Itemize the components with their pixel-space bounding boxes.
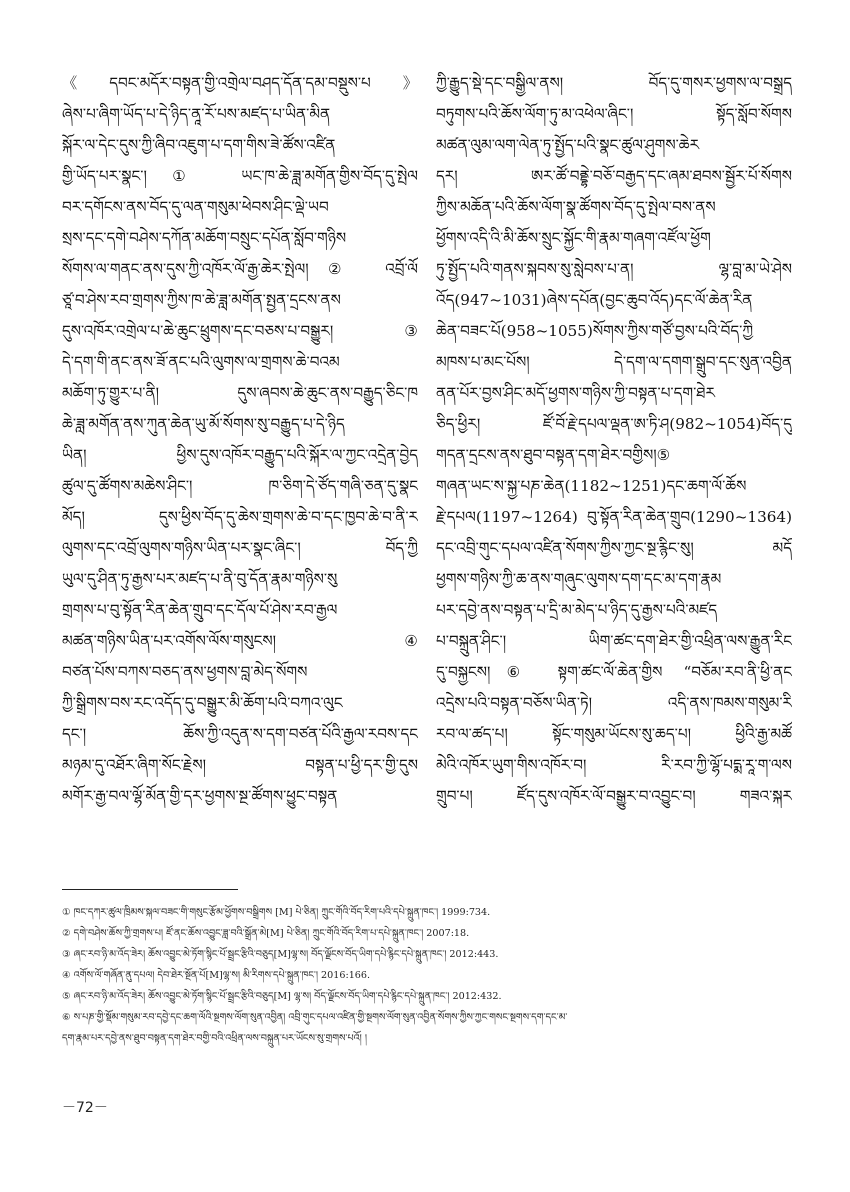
footnote-line: ④ འགོས་ལོ་གཞོན་ནུ་དཔལ། དེབ་ཐེར་སྔོན་པོ[M]ལྷ་ས། མི་རིགས་དཔེ་སྐྲུན་ཁང་། 2016:166.: [62, 970, 371, 981]
page-number: －72－: [62, 1100, 108, 1116]
text-line: ཙཱ་བ་ཤེས་རབ་གྲགས་ཀྱིས་ཁ་ཆེ་ཟླ་མགོན་སྤྱན་དྲངས་ནས: [62, 291, 341, 309]
footnote-line: ⑥ ས་པཎ་གྱི་སྡོམ་གསུམ་རབ་དབྱེ་དང་ཆག་ལོའི་སྔགས་ལོག་སུན་འབྱིན། འབྲི་གུང་དཔལ་འཛིན་གྱི་སྔགས་ལོག་སུན་འབྱིན་སོགས་ཀྱིས་ཀྱང་གསང་སྔགས་དག་དང་མ་: [62, 1012, 568, 1023]
text-line: ཕྱོགས་འདི་འི་མི་ཆོས་སྲུང་སྐྱོང་གི་རྣམ་གཞག་འཛོལ་ཕྱོག: [436, 229, 711, 247]
text-line: ཀྱིས་མཆོན་པའི་ཆོས་ལོག་སྣ་ཚོགས་བོད་དུ་སྤེལ་བས་ནས: [436, 198, 716, 216]
text-line: ཆེན་བཟང་པོ(958~1055)སོགས་ཀྱིས་གཙོ་བྱས་པའི་བོད་ཀྱི: [436, 322, 754, 340]
text-line: མཉམ་དུ་འཐོར་ཞིག་སོང་རྗེས། བསྟན་པ་ཕྱི་དར་གྱི་དུས: [62, 756, 418, 774]
text-line: ནན་པོར་བྱས་ཤིང་མདོ་ཕྱགས་གཉིས་ཀྱི་བསྟན་པ་དག་ཐེར: [436, 384, 715, 402]
text-line: ཀྱི་སྒྲིགས་བས་རང་འདོད་དུ་བསྒྱུར་མི་ཆོག་པའི་བཀའ་ལུང: [62, 694, 343, 712]
text-line: དུ་བསྐྱངས།⑥ སྟག་ཚང་ལོ་ཆེན་གྱིས “བཅོམ་རབ་ནི་ཕྱི་ནང: [436, 663, 792, 681]
text-line: གདན་དྲངས་ནས་ཐུབ་བསྟན་དག་ཐེར་བགྱིས།⑤: [436, 446, 671, 464]
text-line: གྱི་ཡོད་པར་སྣང་།① ཡང་ཁ་ཆེ་ཟླ་མགོན་གྱིས་བོད་དུ་སྤེལ: [62, 167, 418, 185]
text-line: པ་བསྐྲུན་ཤིང་། ཡིག་ཚང་དག་ཐེར་གྱི་འཕྲིན་ལས་རྒྱུན་རིང: [436, 632, 792, 650]
footnotes: [62, 902, 792, 1049]
right-column: [436, 68, 792, 812]
text-line: ཕྱགས་གཉིས་ཀྱི་ཆ་ནས་གཞུང་ལུགས་དག་དང་མ་དག་རྣམ: [436, 570, 722, 588]
text-line: སྲས་དང་དགེ་བཤེས་དཀོན་མཆོག་བསྲུང་དཔོན་སློབ་གཉིས: [62, 229, 347, 247]
footnote-line: ① ཁང་དཀར་ཚུལ་ཁྲིམས་སྐལ་བཟང་གི་གསུང་རྩོམ་ཕྱོགས་བསྒྲིགས [M] པེ་ཅིན། ཀྲུང་གོའི་བོད་རིག་པའི་དཔེ་སྐྲུན་ཁང་། 1999:734.: [62, 907, 491, 918]
text-line: བཏུགས་པའི་ཆོས་ལོག་ཏུ་མ་འཕེལ་ཞིང་། སྟོད་སློབ་སོགས: [436, 105, 792, 123]
text-line: མེའི་འཁོར་ཡུག་གིས་འཁོར་བ། རི་རབ་ཀྱི་ལྷོ་པདྨ་རཱ་ག་ལས: [436, 756, 792, 774]
footnote-line: དག་རྣམ་པར་དབྱེ་ནས་ཐུབ་བསྟན་དག་ཐེར་བགྱི་བའི་འཕྲིན་ལས་བསྐྲུན་པར་ཡོངས་སུ་གྲགས་པའོ། །: [62, 1033, 367, 1044]
text-line: རྗེ་དཔལ(1197~1264) བུ་སྟོན་རིན་ཆེན་གྲུབ(1290~1364): [436, 508, 792, 526]
text-line: གྲགས་པ་བུ་སྟོན་རིན་ཆེན་གྲུབ་དང་དོལ་པོ་ཤེས་རབ་རྒྱལ: [62, 601, 338, 619]
text-line: ཚུལ་དུ་ཚོགས་མཆེས་ཤིང་། ཁ་ཅིག་དེ་ཙོད་གཞི་ཅན་དུ་སྣང: [62, 477, 418, 495]
text-line: དར། ཨར་ཚོ་བནྡྷེ་བཅོ་བརྒྱད་དང་ཞམ་ཐབས་སྦྱོར་པོ་སོགས: [436, 167, 792, 185]
text-line: དུས་འཁོར་འགྲེལ་པ་ཆེ་ཆུང་ཕྲུགས་དང་བཅས་པ་བསྒྱུར།③: [62, 322, 418, 340]
left-column: [62, 68, 418, 812]
text-line: ཆེ་ཟླ་མགོན་ནས་ཀུན་ཆེན་ཡུ་མོ་སོགས་སུ་བརྒྱུད་པ་དེ་ཉིད: [62, 415, 345, 433]
text-line: ཀྱི་རྒྱུད་སྡེ་དང་བསྒྱིལ་ནས། བོད་དུ་གསར་ཕྱགས་ལ་བསྒྲད: [436, 74, 792, 92]
text-line: མགོར་རྒྱ་བལ་ལྷོ་མོན་གྱི་དར་ཕྱགས་སྔ་ཚོགས་ཕྱུང་བསྟན: [62, 787, 338, 805]
text-line: མོད། དུས་ཕྱིས་བོད་དུ་ཆེས་གྲགས་ཆེ་བ་དང་ཁྱབ་ཆེ་བ་ནི་ར: [62, 508, 418, 526]
text-line: བར་དགོངས་ནས་བོད་དུ་ལན་གསུམ་ཕེབས་ཤིང་ལྡེ་ཡབ: [62, 198, 329, 216]
text-line: མཆོག་ཏུ་གྱུར་པ་ནི། དུས་ཞབས་ཆེ་ཆུང་ནས་བརྒྱུད་ཅིང་ཁ: [62, 384, 418, 402]
text-line: 《དབང་མདོར་བསྟན་གྱི་འགྲེལ་བཤད་དོན་དམ་བསྡུས་པ》: [62, 74, 418, 92]
text-line: ཡུལ་དུ་ཤིན་ཏུ་རྒྱས་པར་མཛད་པ་ནི་བུ་དོན་རྣམ་གཉིས་སུ: [62, 570, 338, 588]
text-line: ཏུ་སྤྱོད་པའི་གནས་སྐབས་སུ་སླེབས་པ་ན། ལྷ་བླ་མ་ཡེ་ཤེས: [436, 260, 792, 278]
text-line: འོད(947~1031)ཞེས་དཔོན(བྱང་ཆུབ་འོད)དང་ལོ་ཆེན་རིན: [436, 291, 753, 309]
text-line: གཞན་ཡང་ས་སྐྱ་པཎ་ཆེན(1182~1251)དང་ཆག་ལོ་ཆོས: [436, 477, 747, 495]
text-line: རབ་ལ་ཚད་པ། སྟོང་གསུམ་ཡོངས་སུ་ཆད་པ། ཕྱིའི་རྒྱ་མཚོ: [436, 725, 792, 743]
text-line: དང་། ཆོས་ཀྱི་འདུན་ས་དག་བཙན་པོའི་རྒྱལ་རབས་དང: [62, 725, 418, 743]
text-line: ལུགས་དང་འབྲོ་ལུགས་གཉིས་ཡིན་པར་སྣང་ཞིང་། བོད་ཀྱི: [62, 539, 418, 557]
text-line: ཡིན། ཕྱིས་དུས་འཁོར་བརྒྱུད་པའི་སྐོར་ལ་ཀྱང་འདྲེན་བྱེད: [62, 446, 418, 464]
text-line: མཚན་གཉིས་ཡིན་པར་འགོས་ལོས་གསུངས།④: [62, 632, 418, 650]
text-line: དེ་དག་གི་ནང་ནས་ཟོ་ནང་པའི་ལུགས་ལ་གྲགས་ཆེ་བའམ: [62, 353, 340, 371]
text-line: མཁས་པ་མང་པོས། དེ་དག་ལ་དགག་སྒྲུབ་དང་སུན་འབྱིན: [436, 353, 792, 371]
text-line: དང་འབྲི་གུང་དཔལ་འཛིན་སོགས་ཀྱིས་ཀྱང་སྔ་རྙིང་སུ། མདོ: [436, 539, 792, 557]
footnote-divider: [62, 889, 238, 890]
text-line: འདྲེས་པའི་བསྟན་བཅོས་ཡིན་ཏེ། འདི་ནས་ཁམས་གསུམ་རི: [436, 694, 792, 712]
text-line: ཅིད་ཕྱིར། ཛོ་བོ་རྗེ་དཔལ་ལྡན་ཨ་ཏི་ཤ(982~1054)བོད་དུ: [436, 415, 792, 433]
footnote-line: ② དགེ་བཤེས་ཆོས་ཀྱི་གྲགས་པ། ཛོ་ནང་ཆོས་འབྱུང་ཟླ་བའི་སྒྲོན་མེ[M] པེ་ཅིན། ཀྲུང་གོའི་བོད་རིག་པ་དཔེ་སྐྲུན་ཁང་། 2007:18.: [62, 928, 470, 939]
text-line: བཙན་པོས་བཀས་བཅད་ནས་ཕྱགས་བླ་མེད་སོགས: [62, 663, 308, 681]
text-line: པར་དབྱེ་ནས་བསྟན་པ་དྲི་མ་མེད་པ་ཉིད་དུ་རྒྱས་པའི་མཛད: [436, 601, 718, 619]
text-line: སྐོར་ལ་དེང་དུས་ཀྱི་ཞིབ་འཇུག་པ་དག་གིས་ཟེ་ཚོས་འཛིན: [62, 136, 336, 154]
footnote-line: ③ ཞང་རབ་ཉི་མ་འོད་ཟེར། ཆོས་འབྱུང་མེ་ཏོག་སྙིང་པོ་སྦྲང་རྩིའི་བཅུད[M]ལྷ་ས། བོད་ལྗོངས་བོད་ཡིག་དཔེ་རྙིང་དཔེ་སྐྲུན་ཁང་། 2012:443.: [62, 949, 499, 960]
text-line: ཞེས་པ་ཞིག་ཡོད་པ་དེ་ཉིད་ནཱ་རོ་པས་མཛད་པ་ཡིན་མིན: [62, 105, 331, 123]
footnote-line: ⑤ ཞང་རབ་ཉི་མ་འོད་ཟེར། ཆོས་འབྱུང་མེ་ཏོག་སྙིང་པོ་སྦྲང་རྩིའི་བཅུད[M] ལྷ་ས། བོད་ལྗོངས་བོད་ཡིག་དཔེ་རྙིང་དཔེ་སྐྲུན་ཁང་། 2012:432.: [62, 991, 502, 1002]
text-line: མཚན་ལུམ་ལག་ལེན་ཏུ་སྤྱོད་པའི་སྣང་ཚུལ་ཤུགས་ཆེར: [436, 136, 700, 154]
text-line: གྲུབ་པ། ཛོད་དུས་འཁོར་ལོ་བསྒྱུར་བ་འབྱུང་བ། གཟའ་སྐར: [436, 787, 792, 805]
text-line: སོགས་ལ་གནང་ནས་དུས་ཀྱི་འཁོར་ལོ་རྒྱ་ཆེར་སྤེལ།② འབྲོ་ལོ: [62, 260, 418, 278]
